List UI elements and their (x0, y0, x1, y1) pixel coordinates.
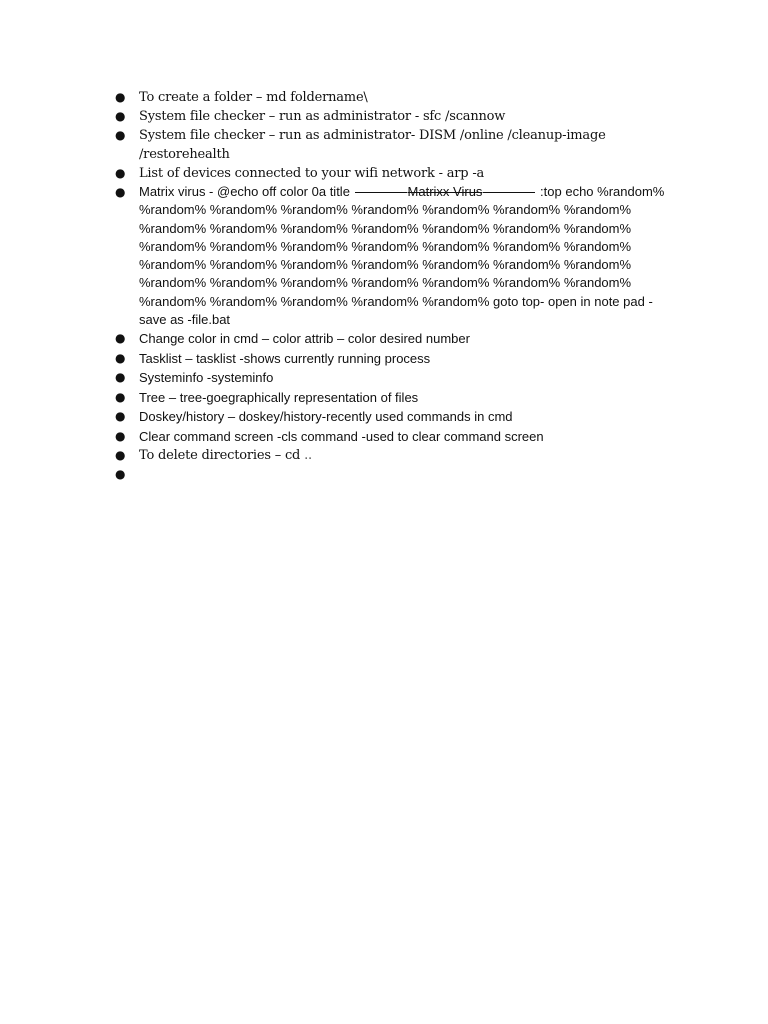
bullet-icon: ● (115, 370, 126, 385)
list-item-text: System file checker – run as administrator- DISM /online /cleanup-image /restorehealth (139, 128, 606, 162)
list-item (111, 126, 671, 164)
bullet-icon: ● (115, 428, 126, 443)
list-item-text: System file checker – run as administrator - sfc /scannow (139, 109, 506, 124)
bullet-icon: ● (115, 185, 126, 199)
list-item (111, 88, 671, 107)
bullet-icon: ● (115, 109, 126, 123)
list-item-text (139, 184, 664, 327)
list-item (111, 107, 671, 126)
bullet-icon: ● (115, 389, 126, 404)
command-bullet-list (111, 88, 671, 484)
bullet-icon: ● (115, 409, 126, 424)
list-item-text: Tree – tree-goegraphically representation of files (139, 389, 419, 405)
list-item-text: List of devices connected to your wifi network - arp -a (139, 166, 485, 181)
matrix-prefix-text: Matrix virus - @echo off color 0a title (139, 184, 354, 199)
list-item-text: Tasklist – tasklist -shows currently running process (139, 350, 431, 366)
list-item (111, 427, 671, 447)
strike-dash-right (483, 192, 535, 193)
list-item-text: Doskey/history – doskey/history-recently used commands in cmd (139, 409, 513, 425)
list-item-text: Systeminfo -systeminfo (139, 370, 274, 386)
list-item-text (139, 448, 312, 463)
bullet-icon: ● (115, 448, 126, 463)
dots-text: .. (304, 448, 312, 464)
list-item (111, 446, 671, 465)
list-item (111, 329, 671, 349)
list-item-text: Clear command screen -cls command -used to clear command screen (139, 428, 544, 444)
bullet-icon: ● (115, 166, 126, 180)
list-item (111, 407, 671, 427)
list-item-matrix-virus (111, 183, 671, 329)
list-item-text: To create a folder – md foldername\ (139, 90, 368, 105)
bullet-icon: ● (115, 331, 126, 346)
struck-through-title: Matrixx Virus (407, 184, 483, 199)
bullet-icon: ● (115, 350, 126, 365)
list-item (111, 388, 671, 408)
delete-directories-text: To delete directories – cd (139, 448, 305, 464)
list-item (111, 368, 671, 388)
strike-dash-left (355, 192, 407, 193)
bullet-icon: ● (115, 467, 126, 482)
list-item-empty (111, 465, 671, 484)
list-item (111, 349, 671, 369)
list-item-text: Change color in cmd – color attrib – color desired number (139, 331, 470, 347)
bullet-icon: ● (115, 128, 126, 142)
list-item (111, 164, 671, 183)
bullet-icon: ● (115, 90, 126, 104)
matrix-suffix-text: :top echo %random% %random% %random% %random% %random% %random% %random% %random% %random% %random% %random% %random% %random% %random% %random% %random% %random% %random% %random% %random% %random% %random% %random% %random% %random% %random% %random% %random% %random% %random% %random% %random% %random% %random% %random% %random% %random% %random% %random% %random% %random% goto top- open in note pad - save as -file.bat (139, 184, 665, 328)
